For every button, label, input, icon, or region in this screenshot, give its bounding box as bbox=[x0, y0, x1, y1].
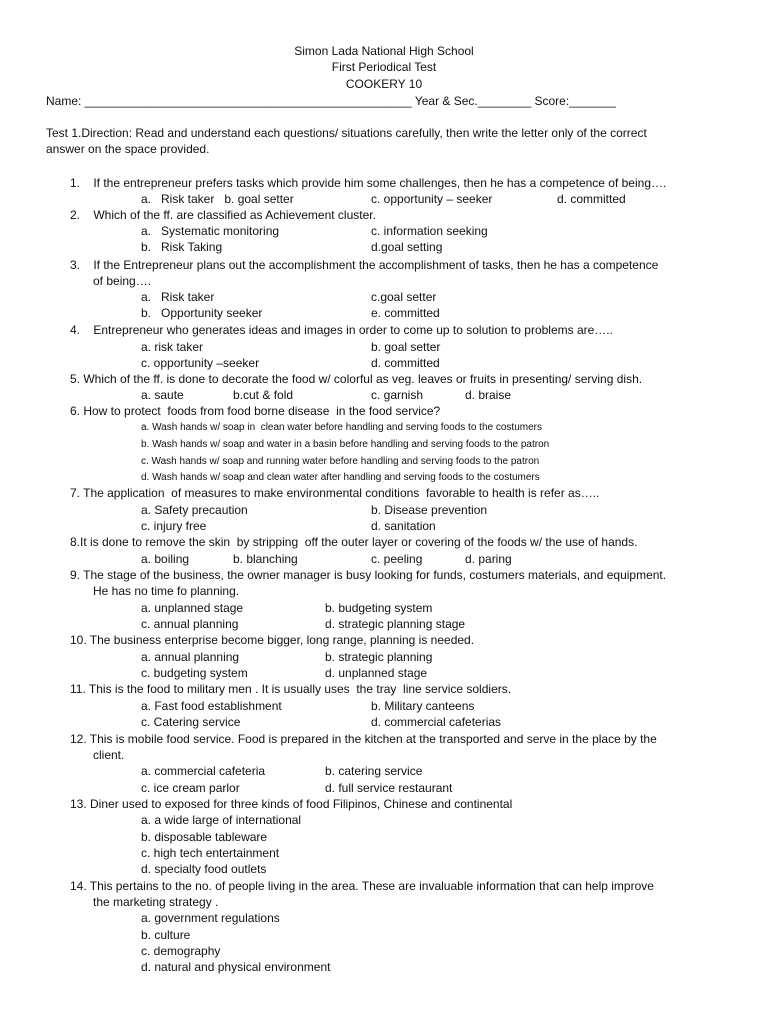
school-name: Simon Lada National High School bbox=[294, 44, 474, 58]
question-3: 3. If the Entrepreneur plans out the accomplishment the accomplishment of tasks, then he has a competence bbox=[70, 258, 659, 272]
q6-choice-c: c. Wash hands w/ soap and running water before handling and serving foods to the patron bbox=[141, 456, 540, 467]
q11-choice-c: c. Catering service bbox=[141, 715, 241, 729]
q9-choice-c: c. annual planning bbox=[141, 617, 239, 631]
q4-choice-b: b. goal setter bbox=[371, 340, 441, 354]
q14-choice-c: c. demography bbox=[141, 944, 221, 958]
question-3-cont: of being…. bbox=[93, 274, 152, 288]
q2-choice-b: b. Risk Taking bbox=[141, 240, 223, 254]
question-11: 11. This is the food to military men . It is usually uses the tray line service soldiers. bbox=[70, 682, 512, 696]
q5-choice-c: c. garnish bbox=[371, 388, 424, 402]
q4-choice-a: a. risk taker bbox=[141, 340, 204, 354]
q6-choice-d: d. Wash hands w/ soap and clean water after handling and serving foods to the costumers bbox=[141, 472, 540, 483]
q14-choice-a: a. government regulations bbox=[141, 911, 280, 925]
question-5: 5. Which of the ff. is done to decorate the food w/ colorful as veg. leaves or fruits in presenting/ serving dish. bbox=[70, 372, 643, 386]
question-13: 13. Diner used to exposed for three kinds of food Filipinos, Chinese and continental bbox=[70, 797, 513, 811]
q3-choice-a: a. Risk taker bbox=[141, 290, 215, 304]
q10-choice-d: d. unplanned stage bbox=[325, 666, 428, 680]
direction-line-2: answer on the space provided. bbox=[46, 142, 210, 156]
question-12-cont: client. bbox=[93, 748, 125, 762]
question-12: 12. This is mobile food service. Food is prepared in the kitchen at the transported and serve in the place by the bbox=[70, 732, 657, 746]
q5-choice-a: a. saute bbox=[141, 388, 184, 402]
q7-choice-c: c. injury free bbox=[141, 519, 207, 533]
q8-choice-a: a. boiling bbox=[141, 552, 190, 566]
question-7: 7. The application of measures to make environmental conditions favorable to health is refer as….. bbox=[70, 486, 600, 500]
q8-choice-b: b. blanching bbox=[233, 552, 298, 566]
question-6: 6. How to protect foods from food borne disease in the food service? bbox=[70, 404, 441, 418]
question-9-cont: He has no time fo planning. bbox=[93, 584, 240, 598]
direction-line-1: Test 1.Direction: Read and understand each questions/ situations carefully, then write the letter only of the correct bbox=[46, 126, 647, 140]
q11-choice-a: a. Fast food establishment bbox=[141, 699, 282, 713]
q7-choice-d: d. sanitation bbox=[371, 519, 436, 533]
subject-title: COOKERY 10 bbox=[345, 77, 423, 91]
name-year-score-line: Name: _________________________________________________ Year & Sec.________ Score:_______ bbox=[46, 94, 616, 108]
q13-choice-c: c. high tech entertainment bbox=[141, 846, 280, 860]
q12-choice-b: b. catering service bbox=[325, 764, 423, 778]
test-title: First Periodical Test bbox=[331, 60, 437, 74]
q3-choice-c: c.goal setter bbox=[371, 290, 437, 304]
q9-choice-a: a. unplanned stage bbox=[141, 601, 244, 615]
q5-choice-d: d. braise bbox=[465, 388, 512, 402]
q12-choice-a: a. commercial cafeteria bbox=[141, 764, 266, 778]
q1-choice-c: c. opportunity – seeker bbox=[371, 192, 493, 206]
q12-choice-d: d. full service restaurant bbox=[325, 781, 453, 795]
q9-choice-d: d. strategic planning stage bbox=[325, 617, 466, 631]
q9-choice-b: b. budgeting system bbox=[325, 601, 433, 615]
q3-choice-d: e. committed bbox=[371, 306, 440, 320]
question-1: 1. If the entrepreneur prefers tasks which provide him some challenges, then he has a competence of being…. bbox=[70, 176, 667, 190]
q10-choice-a: a. annual planning bbox=[141, 650, 240, 664]
q11-choice-d: d. commercial cafeterias bbox=[371, 715, 502, 729]
q1-choice-d: d. committed bbox=[557, 192, 626, 206]
question-9: 9. The stage of the business, the owner manager is busy looking for funds, costumers materials, and equipment. bbox=[70, 568, 667, 582]
q7-choice-a: a. Safety precaution bbox=[141, 503, 248, 517]
q2-choice-c: c. information seeking bbox=[371, 224, 488, 238]
q12-choice-c: c. ice cream parlor bbox=[141, 781, 240, 795]
q5-choice-b: b.cut & fold bbox=[233, 388, 294, 402]
q13-choice-b: b. disposable tableware bbox=[141, 830, 268, 844]
q11-choice-b: b. Military canteens bbox=[371, 699, 475, 713]
q4-choice-d: d. committed bbox=[371, 356, 440, 370]
q1-choice-a-b: a. Risk taker b. goal setter bbox=[141, 192, 294, 206]
q7-choice-b: b. Disease prevention bbox=[371, 503, 488, 517]
question-10: 10. The business enterprise become bigger, long range, planning is needed. bbox=[70, 633, 475, 647]
q13-choice-a: a. a wide large of international bbox=[141, 813, 302, 827]
question-8: 8.It is done to remove the skin by stripping off the outer layer or covering of the foods w/ the use of hands. bbox=[70, 535, 638, 549]
q6-choice-b: b. Wash hands w/ soap and water in a basin before handling and serving foods to the patron bbox=[141, 439, 550, 450]
q10-choice-b: b. strategic planning bbox=[325, 650, 433, 664]
q2-choice-a: a. Systematic monitoring bbox=[141, 224, 280, 238]
q13-choice-d: d. specialty food outlets bbox=[141, 862, 267, 876]
q8-choice-d: d. paring bbox=[465, 552, 512, 566]
q2-choice-d: d.goal setting bbox=[371, 240, 443, 254]
q10-choice-c: c. budgeting system bbox=[141, 666, 248, 680]
q3-choice-b: b. Opportunity seeker bbox=[141, 306, 263, 320]
q6-choice-a: a. Wash hands w/ soap in clean water before handling and serving foods to the costumers bbox=[141, 422, 542, 433]
q4-choice-c: c. opportunity –seeker bbox=[141, 356, 260, 370]
question-14: 14. This pertains to the no. of people living in the area. These are invaluable information that can help improve bbox=[70, 879, 654, 893]
q14-choice-b: b. culture bbox=[141, 928, 191, 942]
question-2: 2. Which of the ff. are classified as Achievement cluster. bbox=[70, 208, 376, 222]
question-14-cont: the marketing strategy . bbox=[93, 895, 219, 909]
question-4: 4. Entrepreneur who generates ideas and images in order to come up to solution to problems are….. bbox=[70, 323, 613, 337]
q8-choice-c: c. peeling bbox=[371, 552, 423, 566]
q14-choice-d: d. natural and physical environment bbox=[141, 960, 331, 974]
